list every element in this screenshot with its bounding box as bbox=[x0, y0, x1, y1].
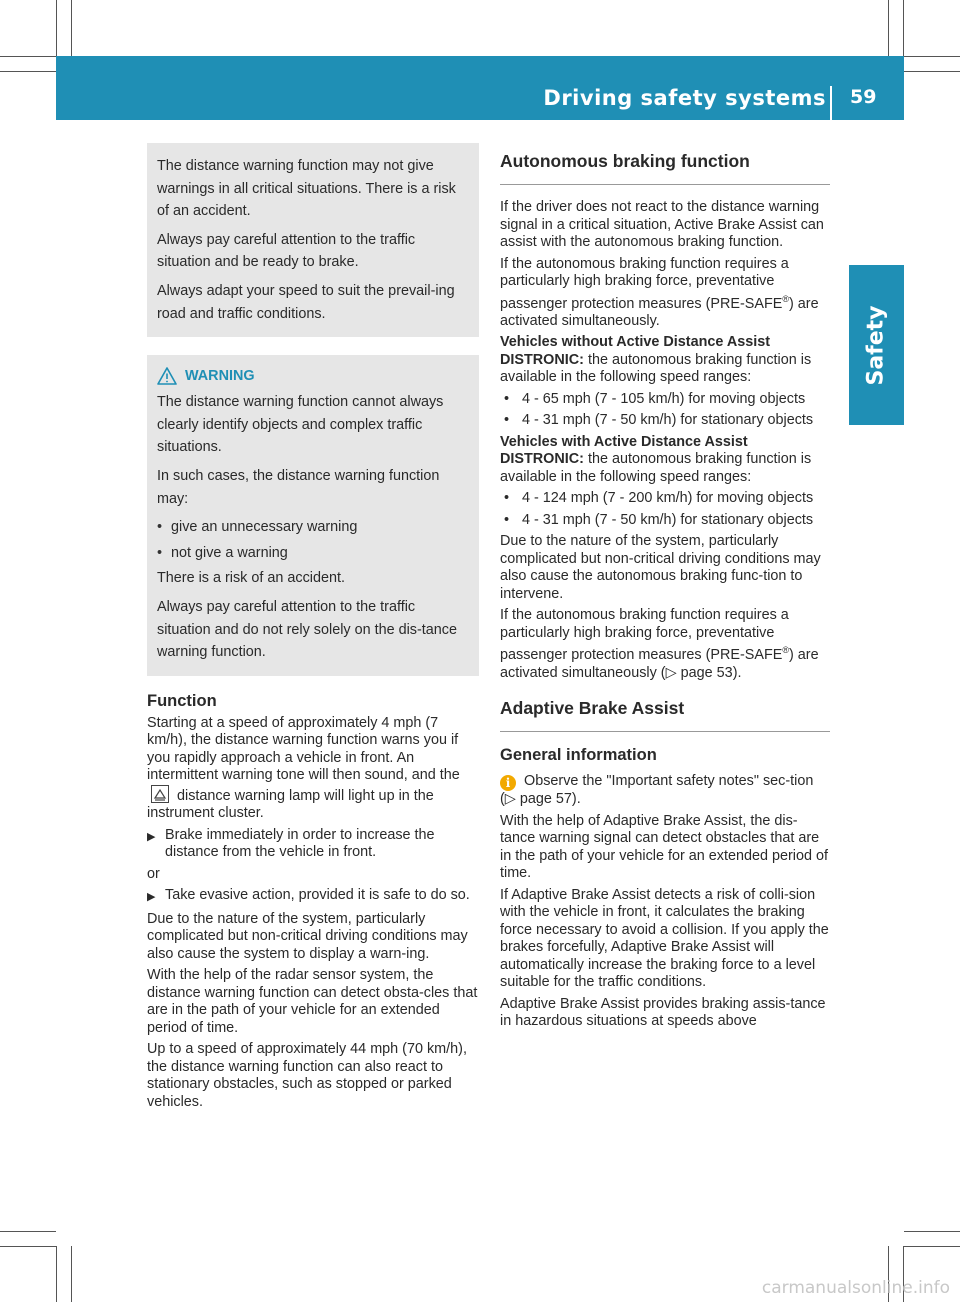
body-paragraph: Adaptive Brake Assist provides braking assis-tance in hazardous situations at speeds above bbox=[500, 995, 826, 1030]
instruction-step: ▶ Take evasive action, provided it is safe to do so. bbox=[147, 887, 479, 907]
warning-text: There is a risk of an accident. bbox=[157, 570, 345, 587]
body-paragraph: Due to the nature of the system, particularly complicated but non-critical driving conditions may also cause the autonomous braking func-tion to intervene. bbox=[500, 533, 821, 602]
adaptive-brake-assist-heading: Adaptive Brake Assist bbox=[500, 698, 830, 732]
bullet-icon: • bbox=[504, 390, 510, 407]
warning-text: Always pay careful attention to the traffic situation and do not rely solely on the dis-tance warning function. bbox=[157, 598, 457, 661]
list-item: • not give a warning bbox=[157, 542, 469, 565]
list-item: • 4 - 31 mph (7 - 50 km/h) for stationary objects bbox=[500, 512, 830, 530]
crop-mark bbox=[888, 0, 889, 56]
or-text: or bbox=[147, 865, 160, 882]
page-ref-arrow-icon: ▷ bbox=[504, 791, 516, 808]
right-column bbox=[500, 143, 830, 1035]
body-paragraph: If Adaptive Brake Assist detects a risk of colli-sion with the vehicle in front, it calculates the braking force necessary to avoid a collision. If you apply the brakes forcefully, Adaptive Brake Assist will automatically increase the braking force to a level suitable for the traffic conditions. bbox=[500, 886, 829, 991]
bullet-icon: • bbox=[157, 544, 163, 561]
crop-mark bbox=[56, 0, 57, 56]
caution-text: Always pay careful attention to the traffic situation and be ready to brake. bbox=[157, 231, 416, 271]
info-icon: i bbox=[500, 775, 516, 791]
warning-text: In such cases, the distance warning function may: bbox=[157, 467, 440, 507]
page-reference-link[interactable]: page 57 bbox=[519, 791, 572, 808]
bullet-icon: • bbox=[504, 412, 510, 429]
page-reference-link[interactable]: page 53 bbox=[680, 664, 733, 681]
arrow-icon: ▶ bbox=[147, 830, 156, 843]
crop-mark bbox=[0, 1246, 56, 1247]
crop-mark bbox=[903, 0, 904, 56]
page-number: 59 bbox=[850, 86, 877, 108]
list-item: • 4 - 65 mph (7 - 105 km/h) for moving objects bbox=[500, 391, 830, 409]
crop-mark bbox=[71, 0, 72, 56]
body-paragraph: With the help of the radar sensor system, the distance warning function can detect obsta-cles that are in the path of your vehicle for an extended period of time. bbox=[147, 967, 478, 1036]
function-paragraph: Starting at a speed of approximately 4 mph (7 km/h), the distance warning function warns you if you rapidly approach a vehicle in front. An intermittent warning tone will then sound, and the distance warning lamp will light up in the instrument cluster. bbox=[147, 714, 460, 822]
caution-text: The distance warning function may not give warnings in all critical situations. There is a risk of an accident. bbox=[157, 158, 456, 220]
body-paragraph: Vehicles without Active Distance Assist DISTRONIC: the autonomous braking function is available in the following speed ranges: bbox=[500, 334, 812, 386]
warning-box bbox=[147, 355, 479, 676]
crop-mark bbox=[904, 56, 960, 57]
chapter-tab-label: Safety bbox=[864, 304, 890, 386]
chapter-tab-label-wrap bbox=[849, 265, 904, 425]
body-paragraph: Due to the nature of the system, particularly complicated but non-critical driving conditions may also cause the system to display a warn-ing. bbox=[147, 910, 468, 962]
header-divider bbox=[830, 86, 832, 120]
crop-mark bbox=[56, 1246, 57, 1302]
note-paragraph: i Observe the "Important safety notes" sec-tion (▷ page 57). bbox=[500, 773, 814, 808]
autonomous-braking-heading: Autonomous braking function bbox=[500, 143, 830, 185]
list-item: • give an unnecessary warning bbox=[157, 516, 469, 539]
function-heading: Function bbox=[147, 691, 217, 710]
distance-warning-lamp-icon bbox=[151, 785, 169, 803]
section-title: Driving safety systems bbox=[543, 86, 826, 110]
body-paragraph: Vehicles with Active Distance Assist DISTRONIC: the autonomous braking function is available in the following speed ranges: bbox=[500, 433, 812, 485]
crop-mark bbox=[904, 1246, 960, 1247]
crop-mark bbox=[0, 71, 56, 72]
body-paragraph: With the help of Adaptive Brake Assist, the dis-tance warning signal can detect obstacles that are in the path of your vehicle for an extended period of time. bbox=[500, 812, 829, 882]
warning-header bbox=[157, 367, 469, 385]
body-paragraph: Up to a speed of approximately 44 mph (70 km/h), the distance warning function can also react to stationary obstacles, such as stopped or parked vehicles. bbox=[147, 1041, 467, 1110]
caution-box bbox=[147, 143, 479, 337]
watermark: carmanualsonline.info bbox=[761, 1278, 950, 1298]
bullet-icon: • bbox=[157, 519, 163, 536]
body-paragraph: If the autonomous braking function requires a particularly high braking force, preventative passenger protection measures (PRE-SAFE®) are activated simultaneously (▷ page 53). bbox=[500, 607, 819, 681]
list-item: • 4 - 124 mph (7 - 200 km/h) for moving objects bbox=[500, 490, 830, 508]
warning-triangle-icon bbox=[157, 367, 177, 385]
bullet-icon: • bbox=[504, 490, 510, 507]
bullet-icon: • bbox=[504, 511, 510, 528]
warning-text: The distance warning function cannot always clearly identify objects and complex traffic situations. bbox=[157, 394, 444, 456]
left-column bbox=[147, 143, 479, 1115]
crop-mark bbox=[0, 1231, 56, 1232]
crop-mark bbox=[904, 1231, 960, 1232]
caution-text: Always adapt your speed to suit the prevail-ing road and traffic conditions. bbox=[157, 282, 455, 322]
crop-mark bbox=[0, 56, 56, 57]
crop-mark bbox=[71, 1246, 72, 1302]
general-information-heading: General information bbox=[500, 746, 657, 765]
list-item: • 4 - 31 mph (7 - 50 km/h) for stationary objects bbox=[500, 412, 830, 430]
body-paragraph: If the autonomous braking function requires a particularly high braking force, preventative passenger protection measures (PRE-SAFE®) are activated simultaneously. bbox=[500, 255, 819, 329]
warning-label: WARNING bbox=[185, 368, 255, 385]
arrow-icon: ▶ bbox=[147, 891, 156, 904]
instruction-step: ▶ Brake immediately in order to increase the distance from the vehicle in front. bbox=[147, 826, 435, 861]
page-ref-arrow-icon: ▷ bbox=[665, 664, 677, 681]
body-paragraph: If the driver does not react to the distance warning signal in a critical situation, Active Brake Assist can assist with the autonomous braking function. bbox=[500, 199, 824, 250]
crop-mark bbox=[904, 71, 960, 72]
